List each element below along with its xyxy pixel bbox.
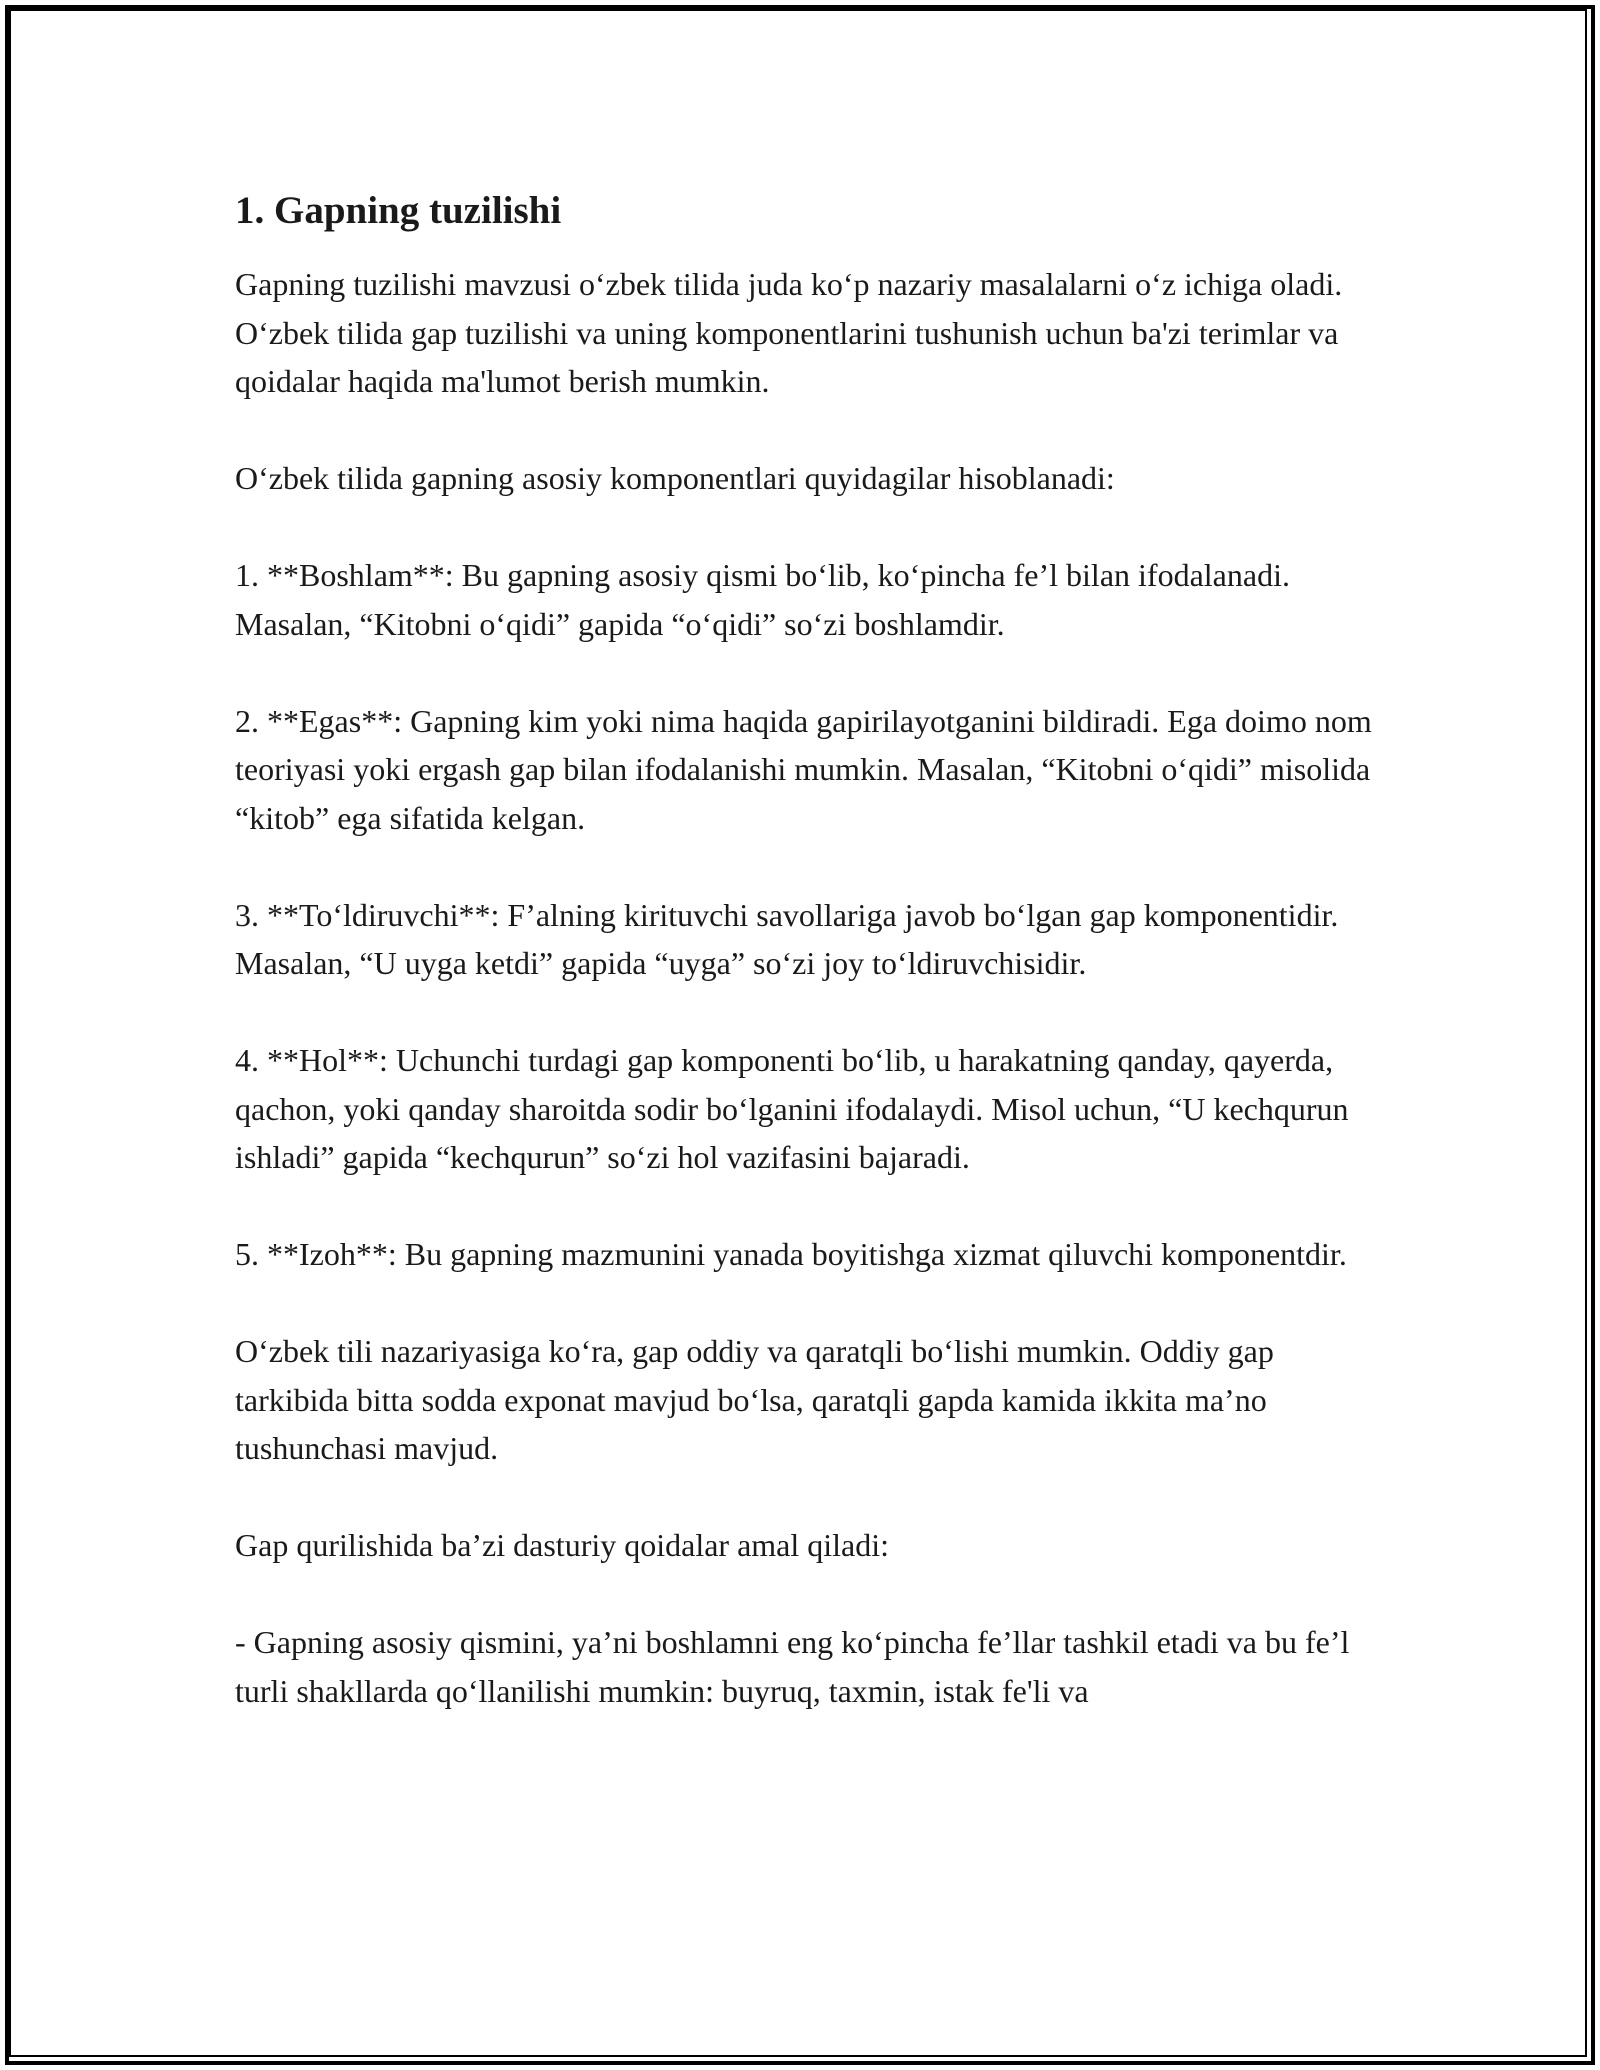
list-item-boshlam: 1. **Boshlam**: Bu gapning asosiy qismi bo‘lib, ko‘pincha fe’l bilan ifodalanadi. Masalan, “Kitobni o‘qidi” gapida “o‘qidi” so‘zi boshlamdir.	[235, 557, 1290, 642]
list-item-egas: 2. **Egas**: Gapning kim yoki nima haqida gapirilayotganini bildiradi. Ega doimo nom teoriyasi yoki ergash gap bilan ifodalanishi mumkin. Masalan, “Kitobni o‘qidi” misolida “kitob” ega sifatida kelgan.	[235, 702, 1372, 836]
rule-item-paragraph: - Gapning asosiy qismini, ya’ni boshlamni eng ko‘pincha fe’llar tashkil etadi va bu fe’l turli shakllarda qo‘llanilishi mumkin: buyruq, taxmin, istak fe'li va	[235, 1624, 1350, 1709]
intro-paragraph: Gapning tuzilishi mavzusi o‘zbek tilida juda ko‘p nazariy masalalarni o‘z ichiga oladi. O‘zbek tilida gap tuzilishi va uning komponentlarini tushunish uchun ba'zi terimlar va qoidalar haqida ma'lumot berish mumkin.	[235, 266, 1343, 399]
section-heading: 1. Gapning tuzilishi	[235, 189, 562, 232]
rules-intro-paragraph: Gap qurilishida ba’zi dasturiy qoidalar amal qiladi:	[235, 1527, 890, 1563]
list-item-izoh: 5. **Izoh**: Bu gapning mazmunini yanada boyitishga xizmat qiluvchi komponentdir.	[235, 1236, 1347, 1272]
theory-paragraph: O‘zbek tili nazariyasiga ko‘ra, gap oddiy va qaratqli bo‘lishi mumkin. Oddiy gap tarkibida bitta sodda exponat mavjud bo‘lsa, qaratqli gapda kamida ikkita ma’no tushunchasi mavjud.	[235, 1333, 1274, 1466]
list-item-toldiruvchi: 3. **To‘ldiruvchi**: F’alning kirituvchi savollariga javob bo‘lgan gap komponentidir. Masalan, “U uyga ketdi” gapida “uyga” so‘zi joy to‘ldiruvchisidir.	[235, 896, 1339, 981]
list-item-hol: 4. **Hol**: Uchunchi turdagi gap komponenti bo‘lib, u harakatning qanday, qayerda, qachon, yoki qanday sharoitda sodir bo‘lganini ifodalaydi. Misol uchun, “U kechqurun ishladi” gapida “kechqurun” so‘zi hol vazifasini bajaradi.	[235, 1042, 1349, 1175]
document-body	[235, 186, 1385, 1764]
components-intro-paragraph: O‘zbek tilida gapning asosiy komponentlari quyidagilar hisoblanadi:	[235, 460, 1115, 496]
